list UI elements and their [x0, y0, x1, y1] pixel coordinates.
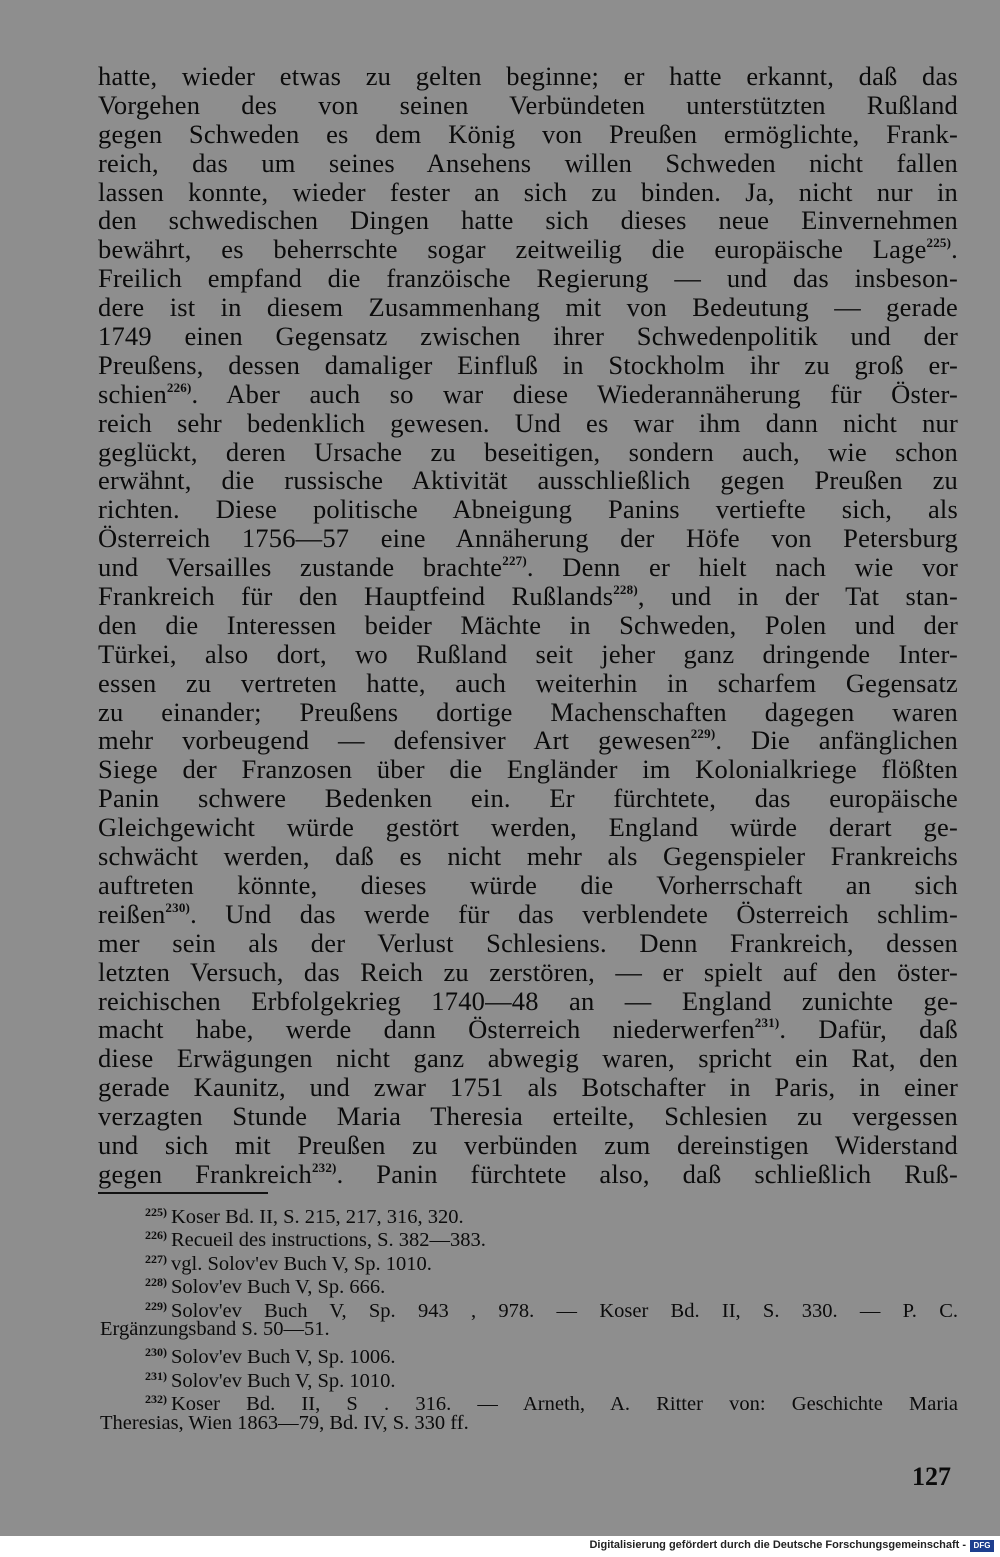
line-text: . Panin fürchtete also, daß schließlich Ruß-	[336, 1158, 958, 1189]
line-text: . Dafür, daß	[779, 1014, 958, 1045]
footnote-number: 226)	[145, 1228, 167, 1243]
text-line: lassen konnte, wieder fester an sich zu binden. Ja, nicht nur in	[98, 176, 958, 207]
footnote-ref: 228)	[613, 582, 638, 598]
text-line: dere ist in diesem Zusammenhang mit von Bedeutung — gerade	[98, 292, 958, 323]
footnote-text: Solov'ev Buch V, Sp. 1010.	[171, 1369, 396, 1392]
footnote-continuation: Theresias, Wien 1863—79, Bd. IV, S. 330 ff.	[100, 1411, 469, 1434]
footnote	[100, 1365, 958, 1392]
text-line: diese Erwägungen nicht ganz abwegig waren, spricht ein Rat, den	[98, 1043, 958, 1074]
footnote-ref: 231)	[754, 1015, 780, 1031]
footnote	[100, 1271, 958, 1299]
text-line	[98, 582, 958, 611]
line-text: reißen	[98, 898, 166, 929]
text-line: hatte, wieder etwas zu gelten beginne; er hatte erkannt, daß das	[98, 61, 958, 91]
text-line: verzagten Stunde Maria Theresia erteilte, Schlesien zu vergessen	[98, 1101, 958, 1132]
text-line: Siege der Franzosen über die Engländer im Kolonialkriege flößten	[98, 754, 958, 785]
text-line: richten. Diese politische Abneigung Panins vertiefte sich, als	[98, 494, 958, 525]
text-line: mer sein als der Verlust Schlesiens. Denn Frankreich, dessen	[98, 927, 958, 958]
footnote	[100, 1248, 958, 1275]
text-line: auftreten könnte, dieses würde die Vorherrschaft an sich	[98, 869, 958, 900]
text-line	[98, 900, 958, 929]
footnote	[100, 1341, 958, 1369]
footnote	[100, 1224, 958, 1252]
footnote-continuation: Ergänzungsband S. 50—51.	[100, 1317, 330, 1340]
text-line: Türkei, also dort, wo Rußland seit jeher ganz dringende Inter-	[98, 638, 958, 669]
footnote	[100, 1295, 958, 1322]
footer-credit: Digitalisierung gefördert durch die Deutsche Forschungsgemeinschaft -	[589, 1539, 966, 1551]
line-text: schien	[98, 378, 167, 409]
text-line: Preußens, dessen damaliger Einfluß in Stockholm ihr zu groß er-	[98, 349, 958, 380]
footnote-separator	[98, 1192, 268, 1194]
line-text: . Die anfänglichen	[715, 725, 958, 756]
footnote-number: 228)	[145, 1275, 167, 1290]
dfg-logo: DFG	[970, 1540, 994, 1552]
footnote-number: 231)	[145, 1368, 167, 1383]
footnote-number: 225)	[145, 1205, 167, 1219]
text-line	[98, 235, 958, 264]
line-text: und Versailles zustande brachte	[98, 552, 503, 583]
footnote-number: 230)	[145, 1345, 167, 1360]
text-line: gerade Kaunitz, und zwar 1751 als Botschafter in Paris, in einer	[98, 1072, 958, 1103]
main-text	[98, 62, 958, 1189]
text-line: reich sehr bedenklich gewesen. Und es war ihm dann nicht nur	[98, 407, 958, 438]
footnote-text: Solov'ev Buch V, Sp. 943 , 978. — Koser Bd. II, S. 330. — P. C.	[171, 1299, 958, 1322]
footnote-text: Recueil des instructions, S. 382—383.	[171, 1229, 486, 1252]
text-line	[98, 1015, 958, 1044]
text-line: Vorgehen des von seinen Verbündeten unterstützten Rußland	[98, 89, 958, 120]
line-text: gegen Frankreich	[98, 1158, 312, 1189]
footnote-number: 227)	[145, 1251, 167, 1266]
text-line	[98, 553, 958, 582]
footnotes	[100, 1201, 958, 1435]
footnote-text: Solov'ev Buch V, Sp. 666.	[171, 1276, 386, 1299]
footnote-text: Koser Bd. II, S . 316. — Arneth, A. Ritter von: Geschichte Maria	[171, 1393, 958, 1416]
text-line: letzten Versuch, das Reich zu zerstören, — er spielt auf den öster-	[98, 956, 958, 987]
footnote-ref: 229)	[690, 726, 716, 742]
footnote-ref: 232)	[311, 1159, 337, 1175]
text-line	[98, 380, 958, 409]
text-line: und sich mit Preußen zu verbünden zum dereinstigen Widerstand	[98, 1129, 958, 1160]
text-line: 1749 einen Gegensatz zwischen ihrer Schwedenpolitik und der	[98, 321, 958, 352]
text-line: reich, das um seines Ansehens willen Schweden nicht fallen	[98, 147, 958, 178]
line-text: macht habe, werde dann Österreich niederwerfen	[98, 1014, 755, 1045]
text-line: essen zu vertreten hatte, auch weiterhin in scharfem Gegensatz	[98, 667, 958, 698]
text-line: Österreich 1756—57 eine Annäherung der Höfe von Petersburg	[98, 523, 958, 554]
text-line: Freilich empfand die franzöische Regierung — und das insbeson-	[98, 263, 958, 294]
footnote-text: Koser Bd. II, S. 215, 217, 316, 320.	[171, 1206, 464, 1228]
footnote-ref: 227)	[502, 553, 527, 569]
footnote-ref: 226)	[166, 379, 192, 395]
line-text: . Denn er hielt nach wie vor	[526, 552, 958, 583]
text-line	[98, 726, 958, 755]
text-line: erwähnt, die russische Aktivität ausschließlich gegen Preußen zu	[98, 465, 958, 496]
page-number: 127	[912, 1462, 951, 1491]
footnote-ref: 225)	[926, 235, 952, 251]
line-text: , und in der Tat stan-	[637, 581, 958, 612]
text-line: geglückt, deren Ursache zu beseitigen, sondern auch, wie schon	[98, 436, 958, 467]
line-text: mehr vorbeugend — defensiver Art gewesen	[98, 725, 691, 756]
line-text: . Und das werde für das verblendete Österreich schlim-	[190, 898, 958, 929]
line-text: .	[951, 234, 958, 265]
footnote-text: Solov'ev Buch V, Sp. 1006.	[171, 1346, 396, 1369]
text-line: reichischen Erbfolgekrieg 1740—48 an — England zunichte ge-	[98, 985, 958, 1016]
text-line: zu einander; Preußens dortige Machenschaften dagegen waren	[98, 696, 958, 727]
footnote-number: 229)	[145, 1298, 167, 1313]
text-line: Panin schwere Bedenken ein. Er fürchtete, das europäische	[98, 783, 958, 814]
text-line: den die Interessen beider Mächte in Schweden, Polen und der	[98, 609, 958, 640]
text-line: schwächt werden, daß es nicht mehr als Gegenspieler Frankreichs	[98, 841, 958, 872]
line-text: bewährt, es beherrschte sogar zeitweilig die europäische Lage	[98, 234, 927, 265]
footnote-text: vgl. Solov'ev Buch V, Sp. 1010.	[171, 1252, 432, 1275]
text-line: den schwedischen Dingen hatte sich dieses neue Einvernehmen	[98, 205, 958, 236]
text-line: Gleichgewicht würde gestört werden, England würde derart ge-	[98, 812, 958, 843]
digitization-footer	[0, 1536, 1000, 1557]
footnote-number: 232)	[145, 1392, 167, 1407]
text-line: gegen Schweden es dem König von Preußen ermöglichte, Frank-	[98, 118, 958, 149]
footnote	[100, 1388, 958, 1416]
line-text: Frankreich für den Hauptfeind Rußlands	[98, 581, 614, 612]
line-text: . Aber auch so war diese Wiederannäherung für Öster-	[191, 378, 958, 409]
text-line	[98, 1160, 958, 1189]
footnote-ref: 230)	[165, 899, 191, 915]
footnote	[100, 1201, 958, 1228]
